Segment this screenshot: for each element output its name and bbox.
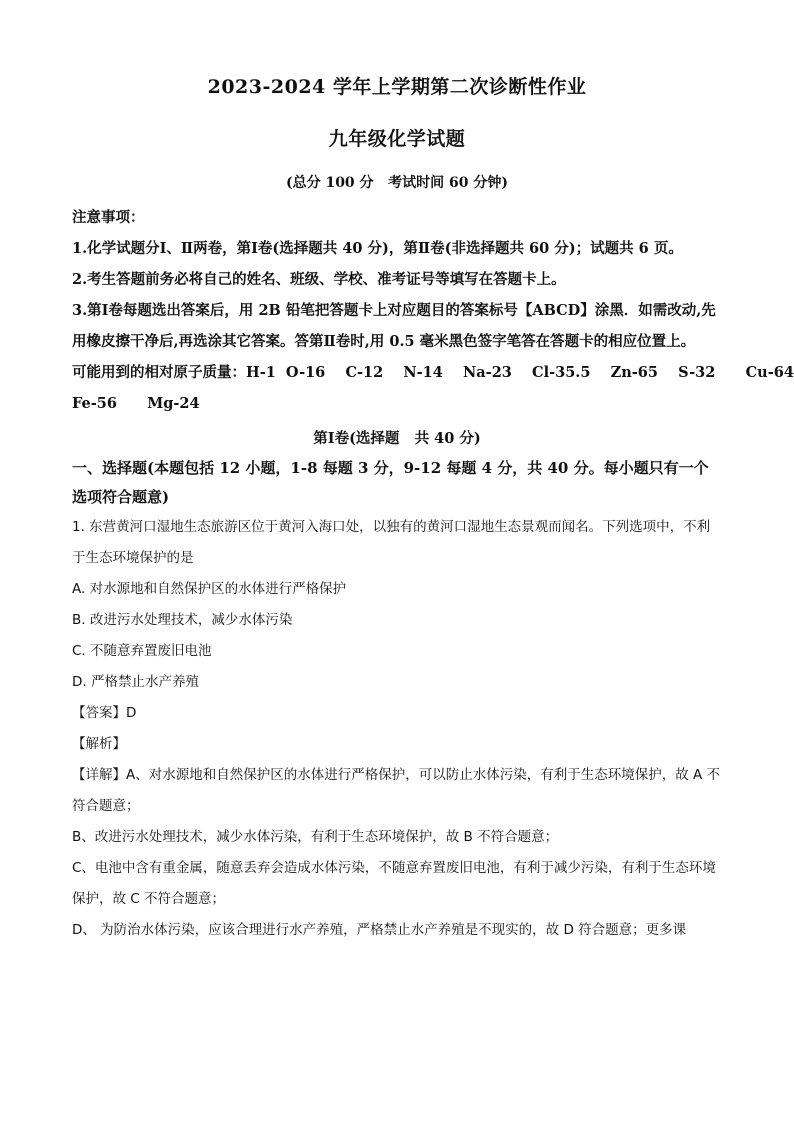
- detail-c: C、电池中含有重金属，随意丢弃会造成水体污染，不随意弃置废旧电池，有利于减少污染，有利于生态环境保护，故 C 不符合题意；: [72, 860, 716, 907]
- answer-label: 【答案】: [72, 705, 126, 721]
- notes-heading: 注意事项：: [72, 209, 145, 226]
- analysis-label: 【解析】: [72, 736, 126, 752]
- option-c: C. 不随意弃置废旧电池: [72, 643, 212, 659]
- section-heading: 一、选择题(本题包括 12 小题，1-8 每题 3 分，9-12 每题 4 分，共 40 分。每小题只有一个选项符合题意): [72, 459, 709, 506]
- question-1: [72, 512, 722, 946]
- notes-block: [72, 202, 794, 419]
- question-stem: 1. 东营黄河口湿地生态旅游区位于黄河入海口处，以独有的黄河口湿地生态景观而闻名。下列选项中，不利于生态环境保护的是: [72, 519, 711, 566]
- note-item-1: 1.化学试题分Ⅰ、Ⅱ两卷，第Ⅰ卷(选择题共 40 分)，第Ⅱ卷(非选择题共 60 分)；试题共 6 页。: [72, 240, 683, 257]
- detail-a: 【详解】A、对水源地和自然保护区的水体进行严格保护，可以防止水体污染，有利于生态环境保护，故 A 不符合题意；: [72, 767, 721, 814]
- section-title: 第Ⅰ卷(选择题 共 40 分): [313, 430, 481, 447]
- document-body: [72, 202, 794, 946]
- exam-info: (总分 100 分 考试时间 60 分钟): [285, 175, 509, 191]
- atomic-mass-line-1: 可能用到的相对原子质量：H-1 O-16 C-12 N-14 Na-23 Cl-35.5 Zn-65 S-32 Cu-64: [72, 364, 794, 381]
- exam-title: 2023-2024 学年上学期第二次诊断性作业: [207, 76, 587, 98]
- option-d: D. 严格禁止水产养殖: [72, 674, 199, 690]
- detail-b: B、改进污水处理技术，减少水体污染，有利于生态环境保护，故 B 不符合题意；: [72, 829, 559, 845]
- exam-subject: 九年级化学试题: [328, 128, 466, 150]
- atomic-mass-line-2: Fe-56 Mg-24: [72, 395, 200, 412]
- note-item-3: 3.第Ⅰ卷每题选出答案后，用 2B 铅笔把答题卡上对应题目的答案标号【ABCD】涂黑．如需改动,先用橡皮擦干净后,再选涂其它答案。答第Ⅱ卷时,用 0.5 毫米黑色签字笔答在答题卡的相应位置上。: [72, 302, 716, 350]
- answer-value: D: [126, 705, 137, 721]
- option-b: B. 改进污水处理技术，减少水体污染: [72, 612, 293, 628]
- answer-line: [72, 698, 722, 729]
- option-a: A. 对水源地和自然保护区的水体进行严格保护: [72, 581, 347, 597]
- note-item-2: 2.考生答题前务必将自己的姓名、班级、学校、准考证号等填写在答题卡上。: [72, 271, 566, 288]
- detail-d: D、 为防治水体污染，应该合理进行水产养殖，严格禁止水产养殖是不现实的，故 D 符合题意；更多课: [72, 922, 687, 938]
